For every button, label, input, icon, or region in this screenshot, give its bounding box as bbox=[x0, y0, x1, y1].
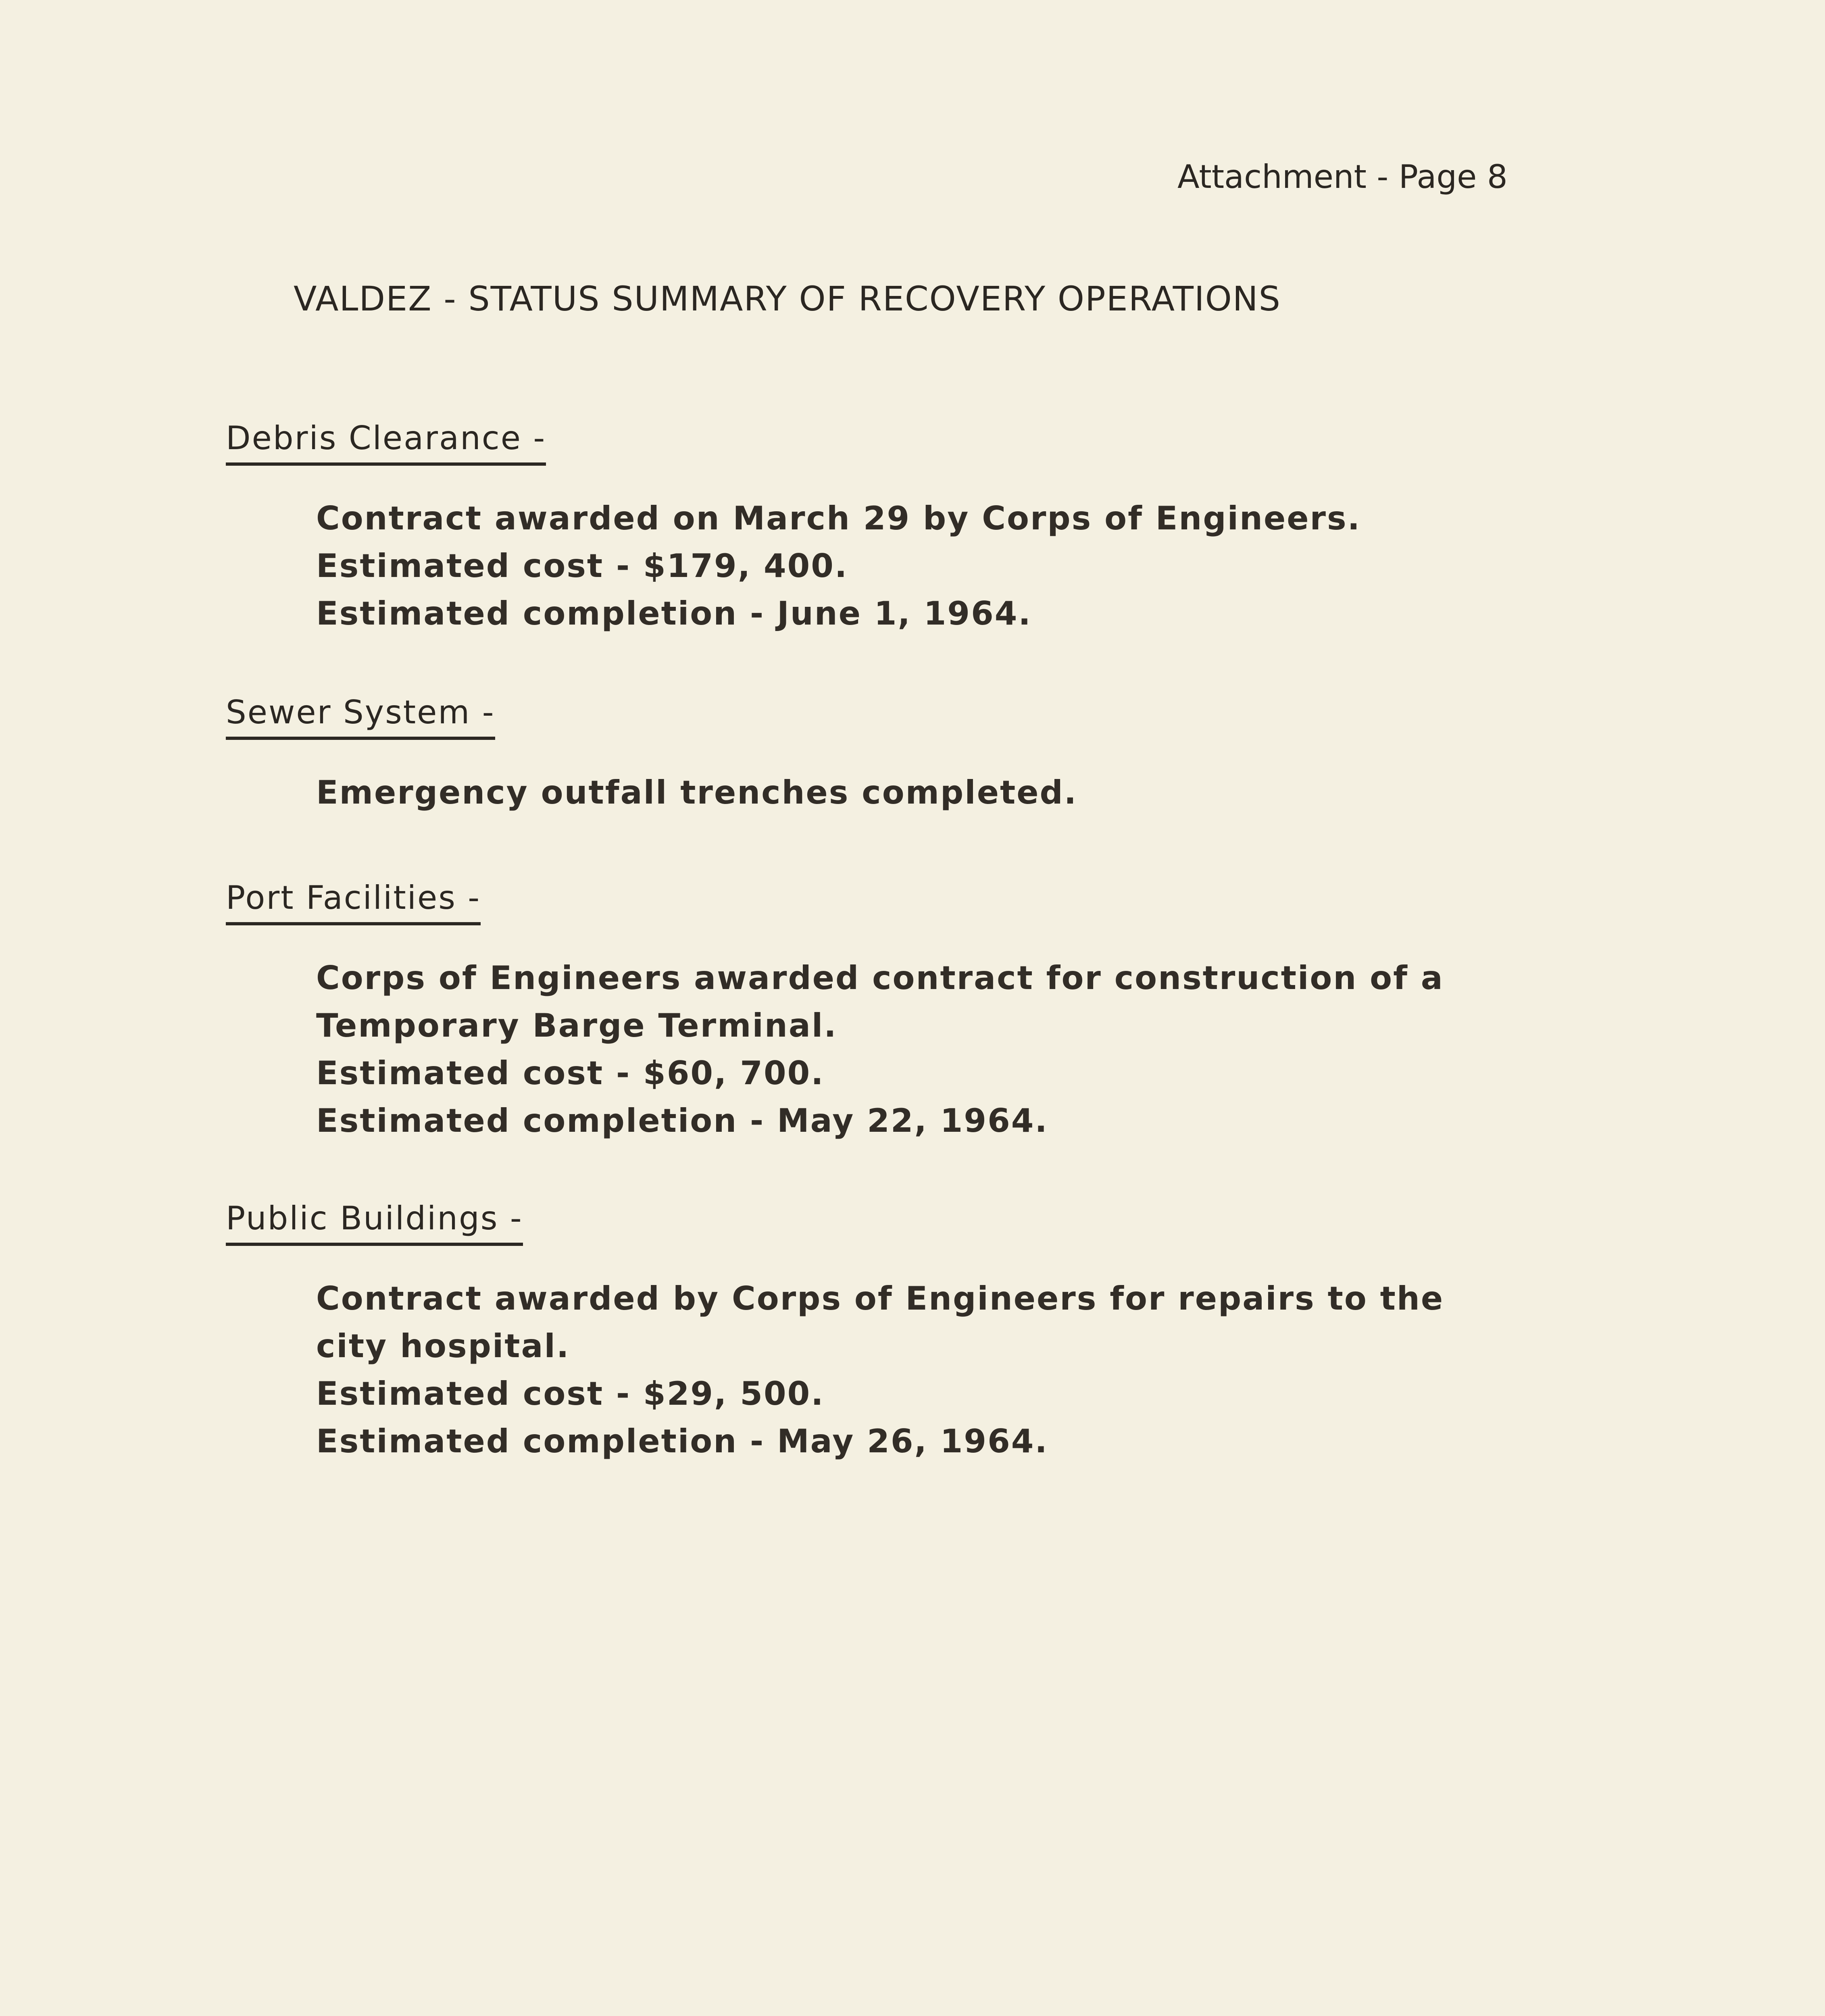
section-debris-clearance bbox=[226, 419, 1597, 637]
section-heading: Sewer System - bbox=[226, 694, 495, 740]
section-heading: Port Facilities - bbox=[226, 879, 481, 925]
body-line: Contract awarded by Corps of Engineers for repairs to the bbox=[316, 1280, 1444, 1317]
body-line: Estimated cost - $60, 700. bbox=[316, 1054, 825, 1092]
section-body bbox=[316, 1275, 1597, 1465]
section-port-facilities bbox=[226, 879, 1597, 1145]
page-header: Attachment - Page 8 bbox=[1177, 158, 1508, 196]
body-line: Estimated cost - $29, 500. bbox=[316, 1375, 825, 1412]
body-line: Estimated completion - June 1, 1964. bbox=[316, 595, 1032, 632]
body-line: Estimated completion - May 26, 1964. bbox=[316, 1422, 1048, 1460]
body-line: city hospital. bbox=[316, 1327, 570, 1365]
body-line: Estimated cost - $179, 400. bbox=[316, 547, 848, 585]
body-line: Contract awarded on March 29 by Corps of Engineers. bbox=[316, 500, 1361, 537]
section-heading: Debris Clearance - bbox=[226, 419, 546, 466]
section-body bbox=[316, 954, 1597, 1145]
document-title: VALDEZ - STATUS SUMMARY OF RECOVERY OPERATIONS bbox=[294, 279, 1281, 319]
section-public-buildings bbox=[226, 1200, 1597, 1465]
section-sewer-system bbox=[226, 694, 1597, 816]
section-body bbox=[316, 769, 1597, 816]
body-line: Corps of Engineers awarded contract for construction of a bbox=[316, 959, 1444, 997]
body-line: Estimated completion - May 22, 1964. bbox=[316, 1102, 1048, 1139]
body-line: Temporary Barge Terminal. bbox=[316, 1007, 838, 1044]
section-body bbox=[316, 495, 1597, 637]
section-heading: Public Buildings - bbox=[226, 1200, 523, 1246]
body-line: Emergency outfall trenches completed. bbox=[316, 774, 1078, 811]
